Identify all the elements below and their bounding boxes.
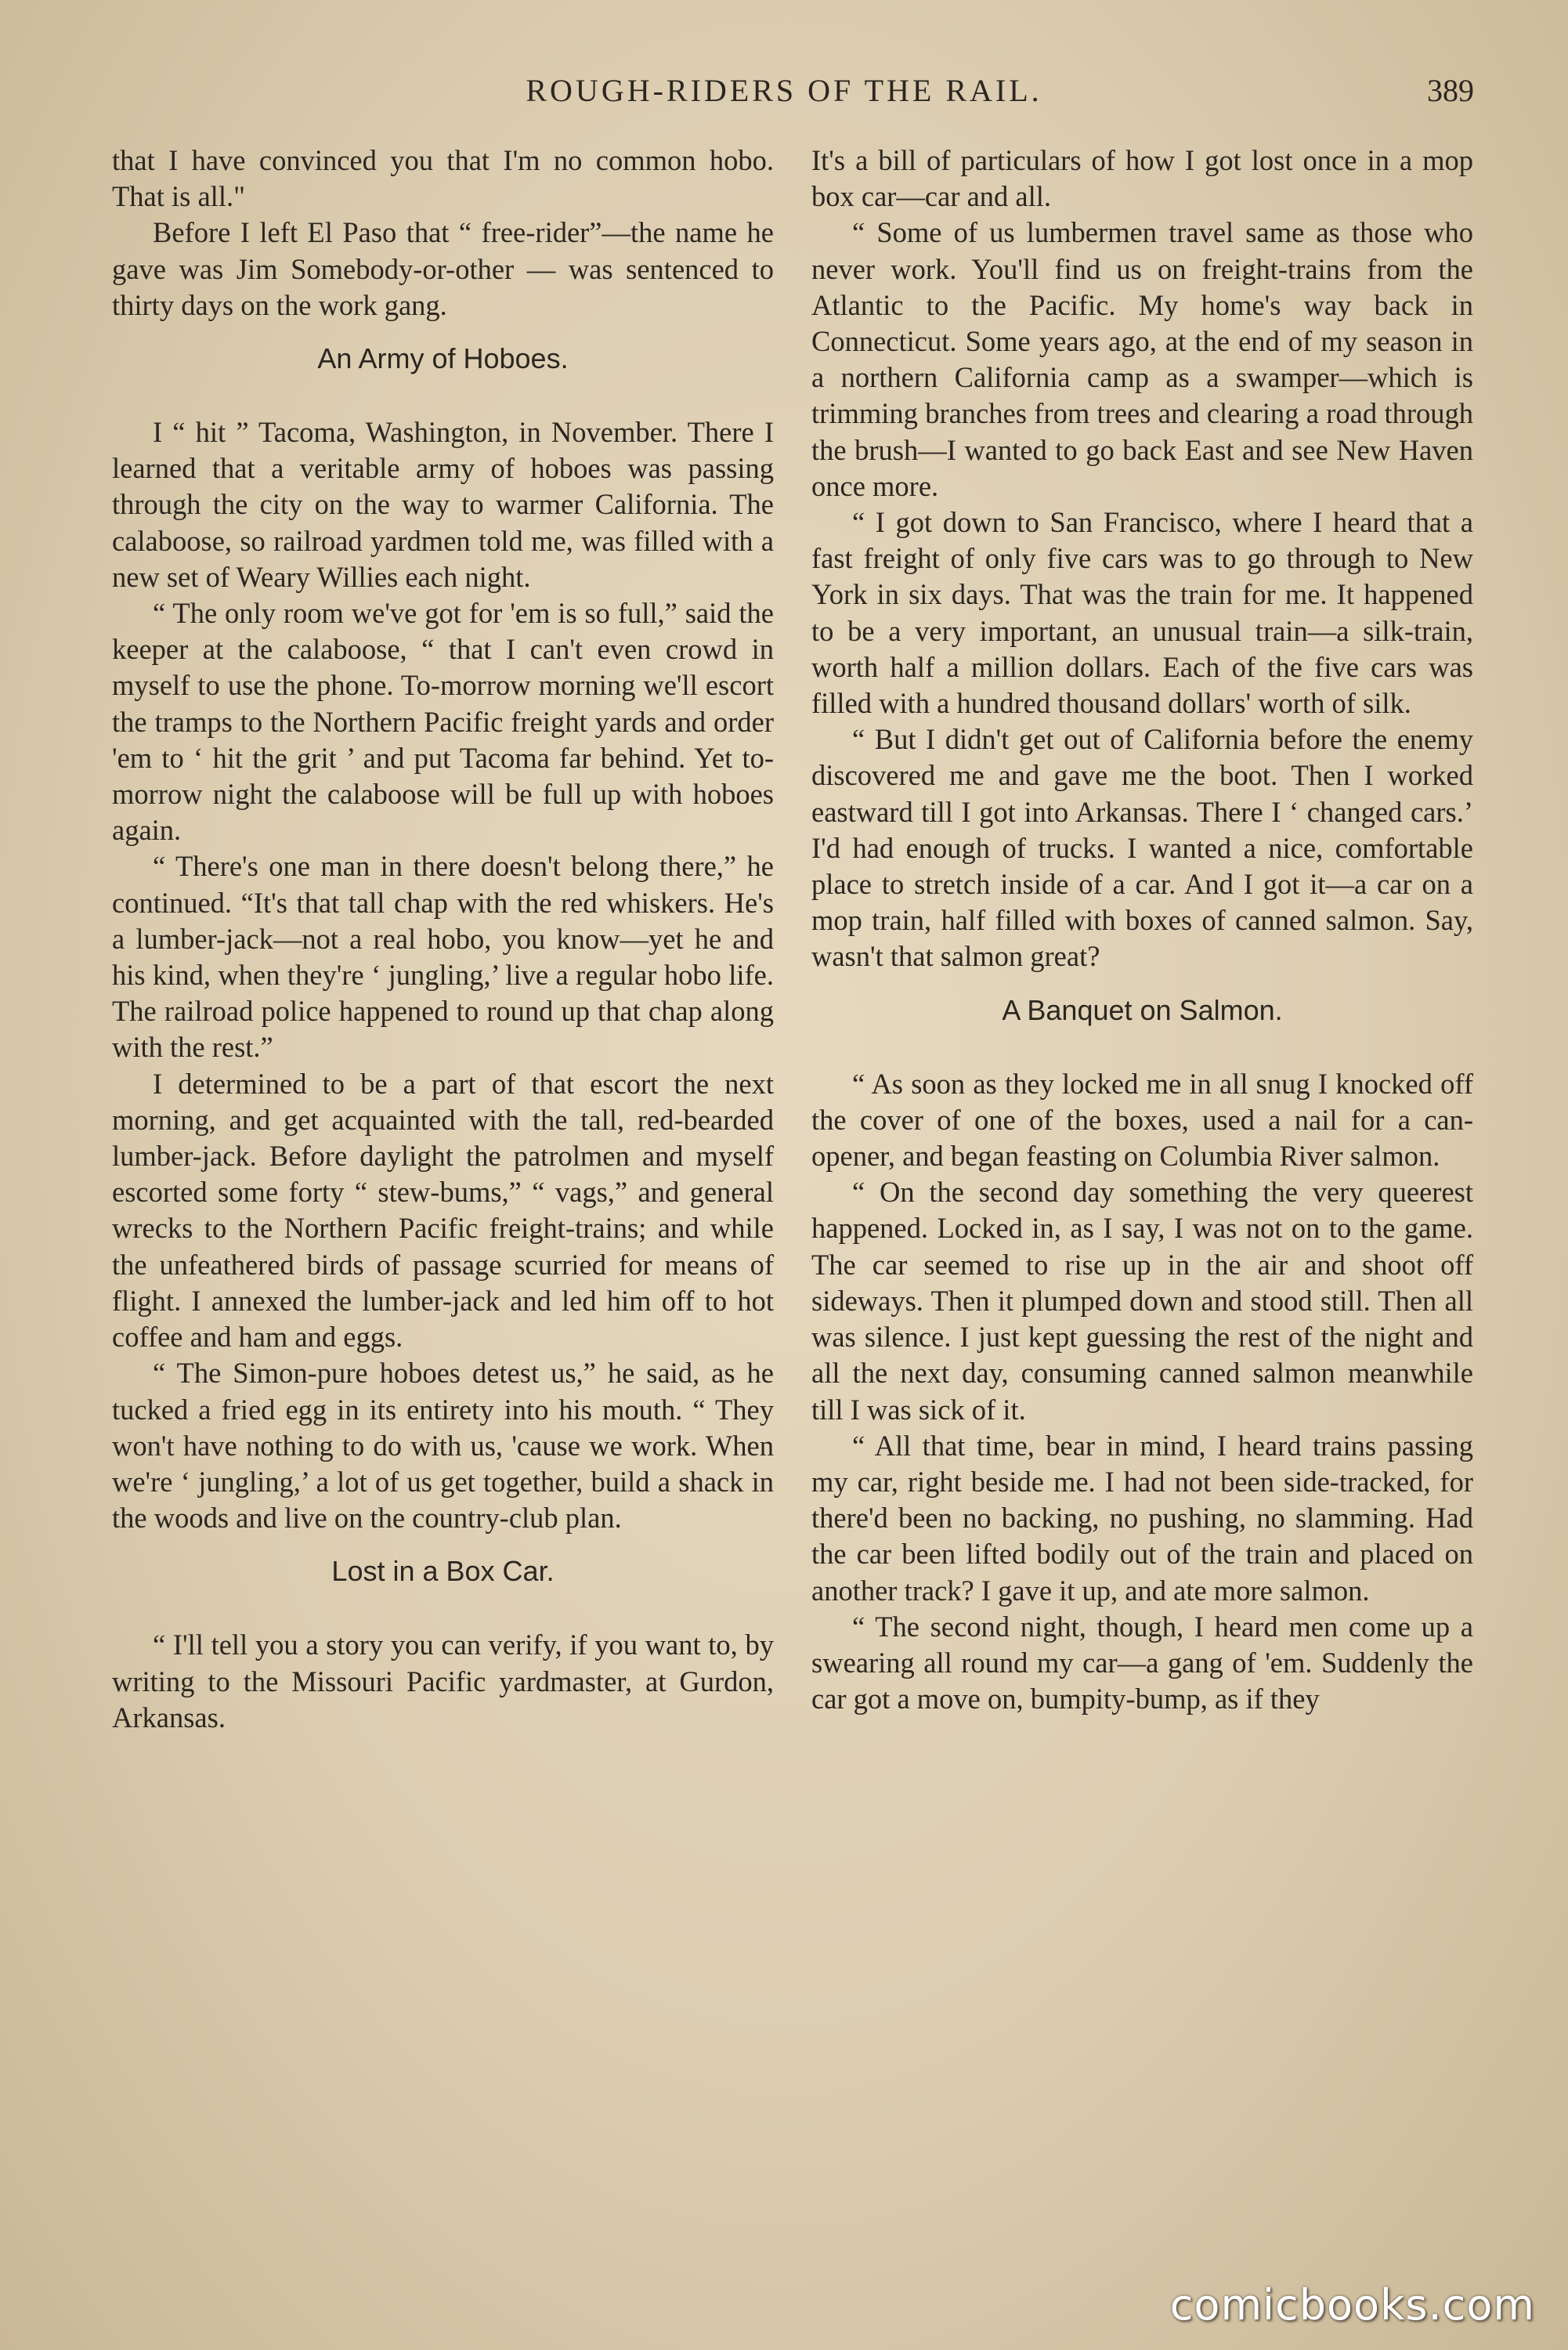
watermark: comicbooks.com [1169, 2280, 1535, 2330]
paragraph: It's a bill of particulars of how I got lost once in a mop box car—car and all. [811, 144, 1473, 213]
paragraph: “ All that time, bear in mind, I heard trains passing my car, right beside me. I had not been side-tracked, for there'd been no backing, no pushing, no slamming. Had the car been lifted bodily out of the train and placed on another track? I gave it up, and ate more salmon. [811, 1429, 1473, 1607]
running-title: ROUGH-RIDERS OF THE RAIL. [526, 73, 1042, 108]
right-column [811, 143, 1473, 1717]
section-heading: An Army of Hoboes. [317, 342, 569, 375]
section-heading: A Banquet on Salmon. [1002, 993, 1283, 1026]
paragraph: “ I'll tell you a story you can verify, if you want to, by writing to the Missouri Pacific yardmaster, at Gurdon, Arkansas. [112, 1629, 774, 1734]
paragraph: “ The Simon-pure hoboes detest us,” he said, as he tucked a fried egg in its entirety into his mouth. “ They won't have nothing to do with us, 'cause we work. When we're ‘ jungling,’ a lot of us get together, build a shack in the woods and live on the country-club plan. [112, 1357, 774, 1535]
paragraph: I determined to be a part of that escort the next morning, and get acquainted with the tall, red-bearded lumber-jack. Before daylight the patrolmen and myself escorted some forty “ stew-bums,” “ vags,” and general wrecks to the Northern Pacific freight-trains; and while the unfeathered birds of passage scurried for means of flight. I annexed the lumber-jack and led him off to hot coffee and ham and eggs. [112, 1067, 774, 1354]
paragraph: “ Some of us lumbermen travel same as those who never work. You'll find us on freight-trains from the Atlantic to the Pacific. My home's way back in Connecticut. Some years ago, at the end of my season in a northern California camp as a swamper—which is trimming branches from trees and clearing a road through the brush—I wanted to go back East and see New Haven once more. [811, 216, 1473, 502]
paragraph: I “ hit ” Tacoma, Washington, in November. There I learned that a veritable army of hoboes was passing through the city on the way to warmer California. The calaboose, so railroad yardmen told me, was filled with a new set of Weary Willies each night. [112, 416, 774, 593]
paragraph: that I have convinced you that I'm no common hobo. That is all." [112, 144, 774, 213]
paragraph: “ I got down to San Francisco, where I heard that a fast freight of only five cars was to go through to New York in six days. That was the train for me. It happened to be a very important, an unusual train—a silk-train, worth half a million dollars. Each of the five cars was filled with a hundred thousand dollars' worth of silk. [811, 506, 1473, 720]
paragraph: “ There's one man in there doesn't belong there,” he continued. “It's that tall chap with the red whiskers. He's a lumber-jack—not a real hobo, you know—yet he and his kind, when they're ‘ jungling,’ live a regular hobo life. The railroad police happened to round up that chap along with the rest.” [112, 850, 774, 1064]
running-header [0, 72, 1568, 119]
paragraph: Before I left El Paso that “ free-rider”—the name he gave was Jim Somebody-or-other — was sentenced to thirty days on the work gang. [112, 216, 774, 321]
paragraph: “ The second night, though, I heard men come up a swearing all round my car—a gang of 'em. Suddenly the car got a move on, bumpity-bump, as if they [811, 1610, 1473, 1716]
page-number: 389 [1427, 73, 1474, 108]
paragraph: “ The only room we've got for 'em is so full,” said the keeper at the calaboose, “ that I can't even crowd in myself to use the phone. To-morrow morning we'll escort the tramps to the Northern Pacific freight yards and order 'em to ‘ hit the grit ’ and put Tacoma far behind. Yet to-morrow night the calaboose will be full up with hoboes again. [112, 597, 774, 847]
paragraph: “ But I didn't get out of California before the enemy discovered me and gave me the boot. Then I worked eastward till I got into Arkansas. There I ‘ changed cars.’ I'd had enough of trucks. I wanted a nice, comfortable place to stretch inside of a car. And I got it—a car on a mop train, half filled with boxes of canned salmon. Say, wasn't that salmon great? [811, 723, 1473, 973]
paragraph: “ As soon as they locked me in all snug I knocked off the cover of one of the boxes, used a nail for a can-opener, and began feasting on Columbia River salmon. [811, 1067, 1473, 1173]
paragraph: “ On the second day something the very queerest happened. Locked in, as I say, I was not on to the game. The car seemed to rise up in the air and shoot off sideways. Then it plumped down and stood still. Then all was silence. I just kept guessing the rest of the night and all the next day, consuming canned salmon meanwhile till I was sick of it. [811, 1176, 1473, 1426]
left-column [112, 143, 774, 1736]
section-heading: Lost in a Box Car. [331, 1555, 555, 1588]
